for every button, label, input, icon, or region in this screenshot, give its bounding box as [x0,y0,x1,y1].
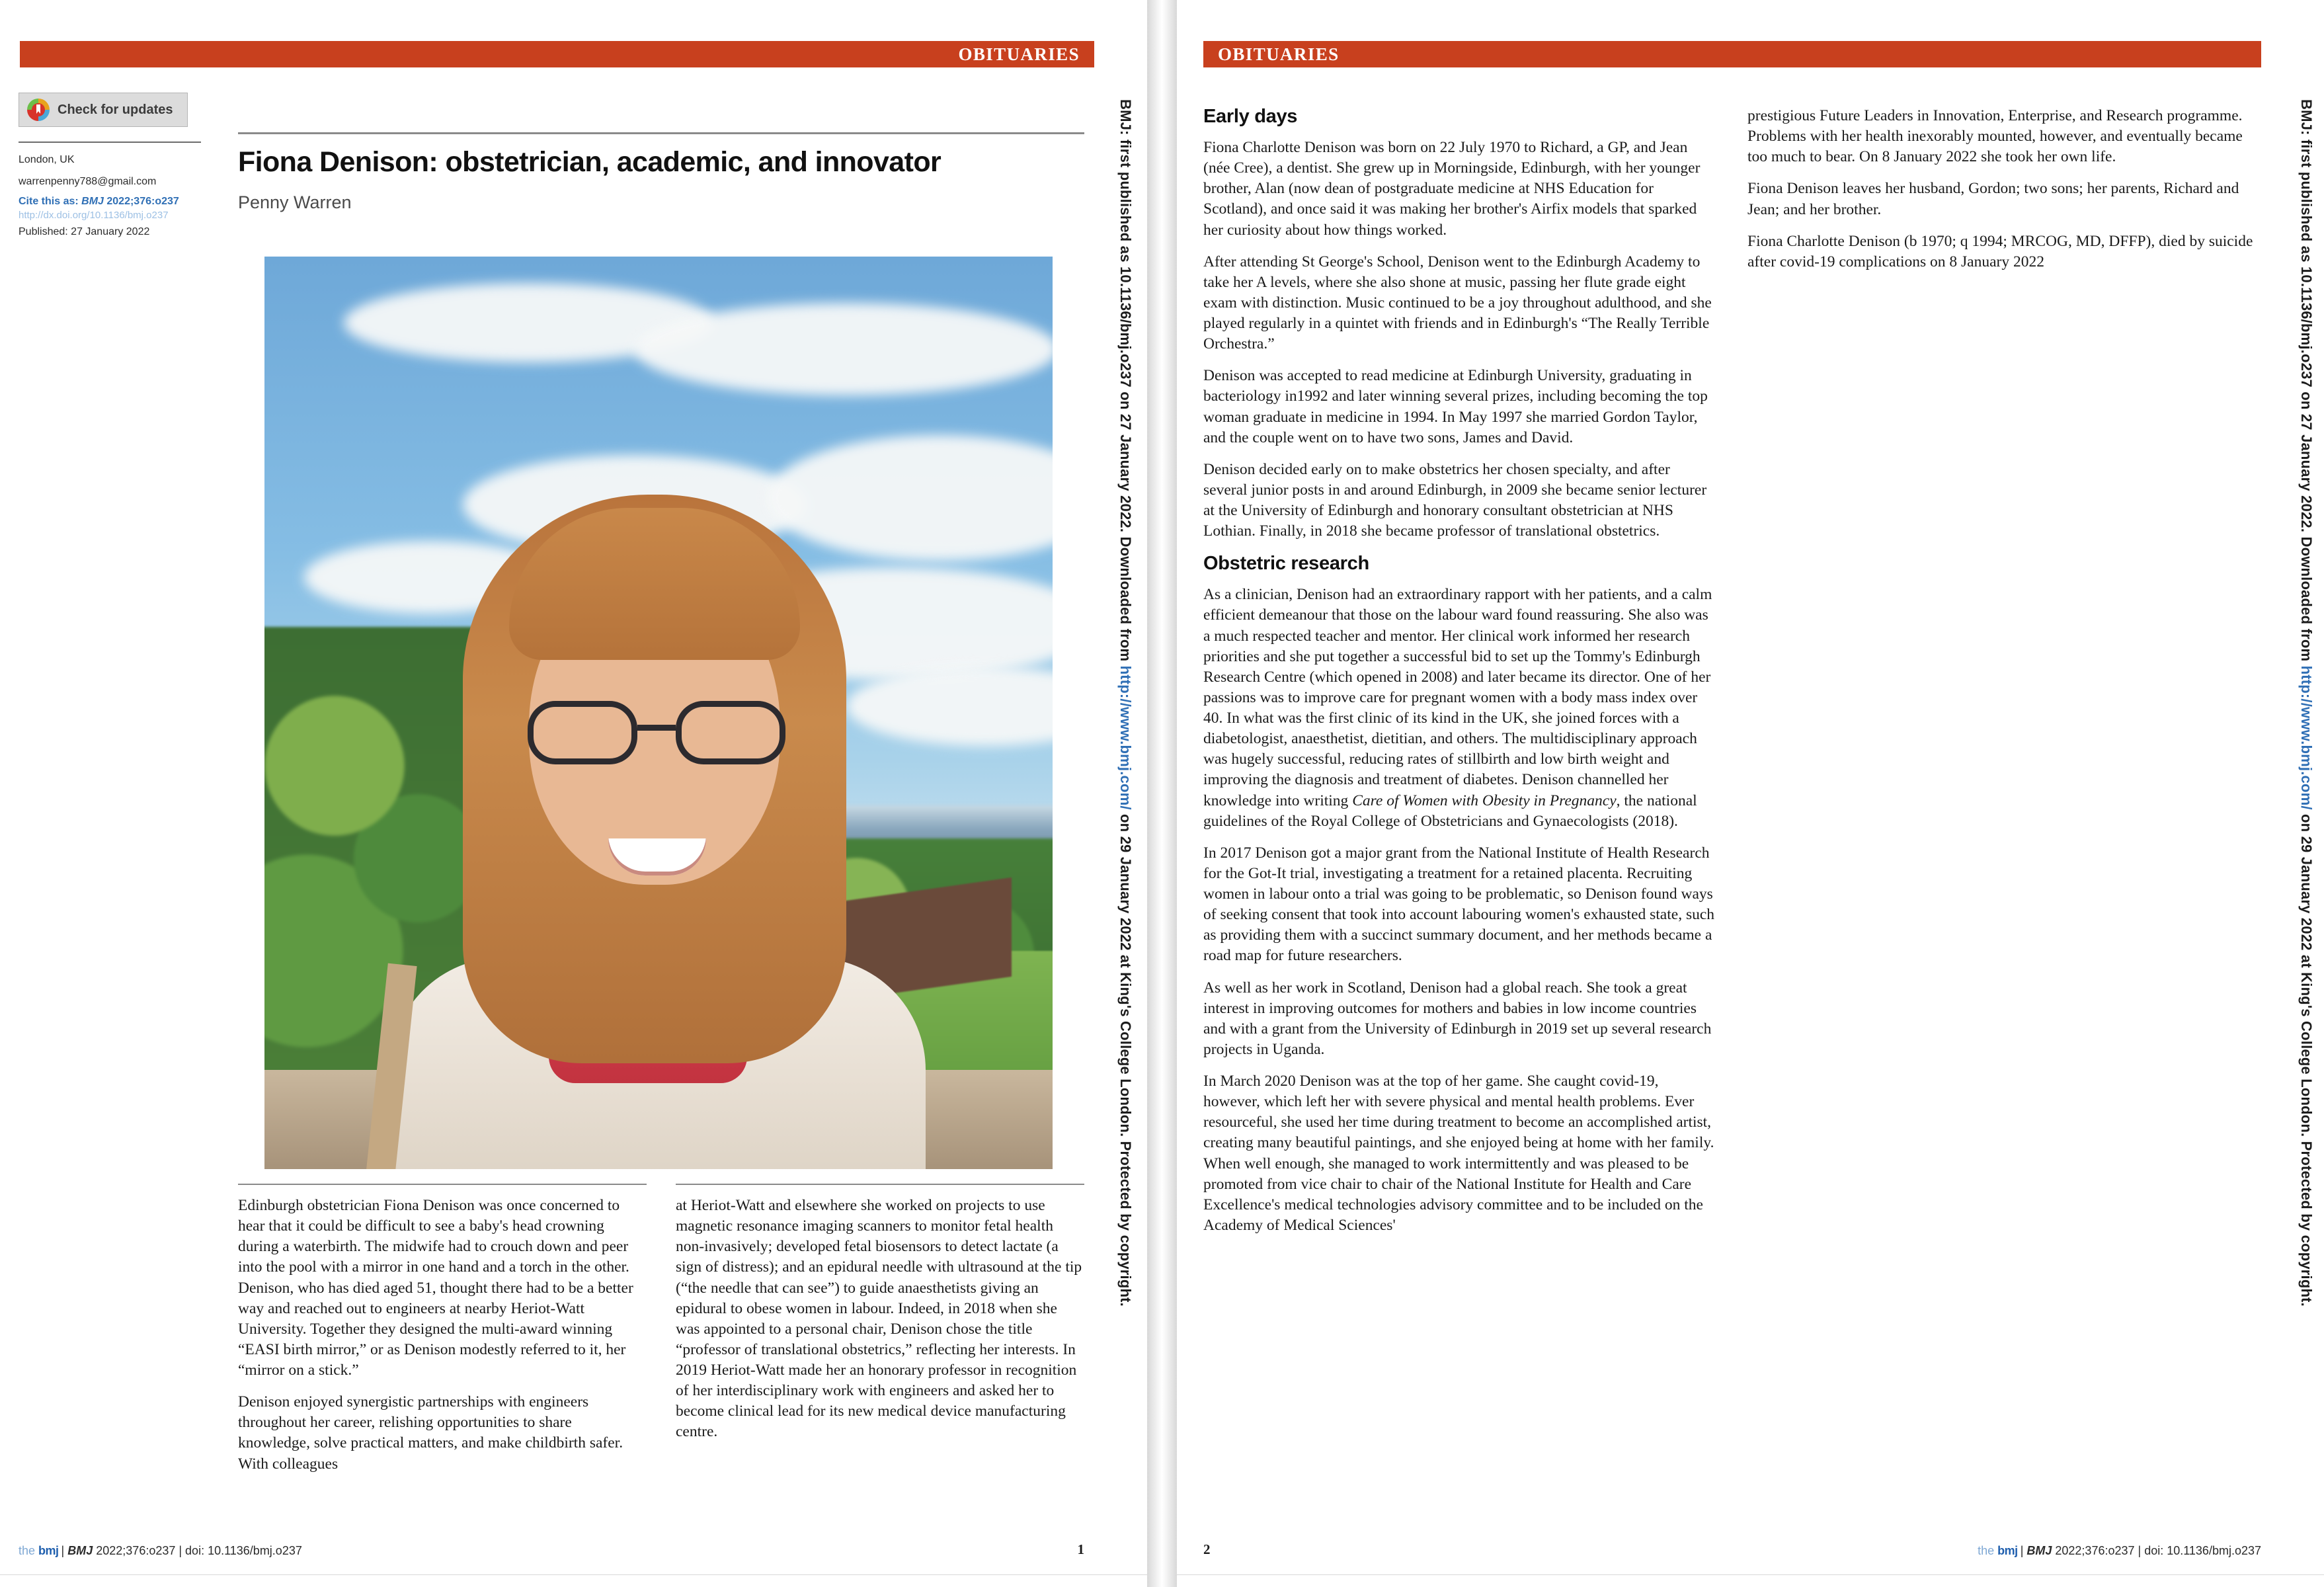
paragraph [1203,585,1717,832]
watermark-part1: BMJ: first published as 10.1136/bmj.o237 on 27 January 2022. Downloaded from [2298,99,2315,666]
cite-prefix: Cite this as: [19,195,82,207]
section-heading-obstetric-research: Obstetric research [1203,553,1369,575]
author-email[interactable]: warrenpenny788@gmail.com [19,175,157,187]
paragraph: Denison was accepted to read medicine at Edinburgh University, graduating in bacteriology in1992 and later winning several prizes, including becoming the top woman graduate in medicine in 1994. In May 1997 she married Gordon Taylor, and the couple went on to have two sons, James and David. [1203,367,1708,446]
page-title: Fiona Denison: obstetrician, academic, and innovator [238,146,942,178]
paragraph: As well as her work in Scotland, Denison had a global reach. She took a great interest in improving outcomes for mothers and babies in low income countries and with a grant from the University of Edinburgh in 2019 set up several research projects in Uganda. [1203,979,1712,1058]
paragraph: Fiona Charlotte Denison (b 1970; q 1994; MRCOG, MD, DFFP), died by suicide after covid-19 complications on 8 January 2022 [1747,232,2253,270]
page1-column-1 [238,1184,647,1486]
page2-footer [1978,1544,2261,1558]
watermark-part2: on 29 January 2022 at King's College London. Protected by copyright. [2298,809,2315,1307]
page-number: 1 [1077,1541,1084,1557]
paragraph: at Heriot-Watt and elsewhere she worked on projects to use magnetic resonance imaging scanners to monitor fetal health non-invasively; developed fetal biosensors to detect lactate (a sign of distress); and an epidural needle with ultrasound at the tip (“the needle that can see”) to guide anaesthetists giving an epidural to obese women in labour. Indeed, in 2018 when she was appointed to a personal chair, Denison chose the title “professor of translational obstetrics,” reflecting her interests. In 2019 Heriot-Watt made her an honorary professor in recognition of her interdisciplinary work with engineers and asked her to become clinical lead for its new medical device manufacturing centre. [676,1197,1082,1441]
paragraph: Fiona Denison leaves her husband, Gordon; two sons; her parents, Richard and Jean; and her brother. [1747,180,2239,218]
section-heading-early-days: Early days [1203,106,1298,127]
paragraph: Fiona Charlotte Denison was born on 22 July 1970 to Richard, a GP, and Jean (née Cree), a dentist. She grew up in Morningside, Edinburgh, with her younger brother, Alan (now dean of postgraduate medicine at NHS Education for Scotland), and once said it was making her brother's Airfix models that sparked her curiosity about how things worked. [1203,139,1701,239]
footer-divider [0,1574,1147,1575]
paragraph: Denison enjoyed synergistic partnerships with engineers throughout her career, relishing opportunities to share knowledge, solve practical matters, and make childbirth safer. With colleagues [238,1393,623,1473]
check-for-updates-label: Check for updates [58,102,173,117]
bmj-logo [19,1544,59,1558]
logo-bmj: bmj [38,1544,59,1557]
paragraph: In March 2020 Denison was at the top of her game. She caught covid-19, however, which left her with severe physical and mental health problems. Ever resourceful, she used her time during treatment to become an accomplished artist, creating many beautiful paintings, and she enjoyed being at home with her family. When well enough, she managed to work intermittently and was pleased to be promoted from vice chair to chair of the National Institute for Health and Care Excellence's medical technologies advisory committee and to be included on the Academy of Medical Sciences' [1203,1073,1714,1234]
paragraph: Edinburgh obstetrician Fiona Denison was once concerned to hear that it could be difficult to see a baby's head crowning during a waterbirth. The midwife had to crouch down and peer into the pool with a mirror in one hand and a torch in the other. Denison, who has died aged 51, thought there had to be a better way and reached out to engineers at nearby Heriot-Watt University. Together they designed the multi-award winning “EASI birth mirror,” or as Denison modestly referred to it, her “mirror on a stick.” [238,1197,633,1379]
crossmark-icon [27,99,50,121]
footer-citation [61,1544,302,1558]
photo-lens-left [528,701,637,764]
paragraph-part-a: As a clinician, Denison had an extraordinary rapport with her patients, and a calm efficient demeanour that those on the labour ward found reassuring. She also was a much respected teacher and mentor. Her clinical work informed her research priorities and she put together a successful bid to set up the Tommy's Edinburgh Research Centre (which opened in 2008) and later became its director. One of her passions was to improve care for pregnant women with a body mass index over 40. In what was the first clinic of its kind in the UK, she joined forces with a diabetologist, anaesthetist, dietitian, and others. The multidisciplinary approach was hugely successful, reducing rates of stillbirth and low birth weight and improving the diagnosis and treatment of diabetes. Denison channelled her knowledge into writing [1203,586,1712,809]
page-gutter [1147,0,1177,1587]
page2-column-2 [1747,106,2261,1247]
logo-the: the [19,1544,39,1557]
watermark-link[interactable]: http://www.bmj.com/ [1117,665,1134,810]
article-header [238,132,1084,213]
published-date: Published: 27 January 2022 [19,225,150,237]
cite-this-as [19,196,217,208]
page-2 [1177,0,2324,1587]
column-divider [676,1184,1084,1185]
bmj-logo [1978,1544,2018,1558]
obituaries-banner [1203,41,2261,67]
footer-journal: BMJ [67,1544,93,1557]
check-for-updates-button[interactable] [19,93,188,127]
article-author: Penny Warren [238,192,352,213]
portrait-photo [264,257,1053,1169]
doi-link[interactable]: http://dx.doi.org/10.1136/bmj.o237 [19,209,169,221]
logo-the: the [1978,1544,1998,1557]
logo-bmj: bmj [1997,1544,2018,1557]
banner-label: OBITUARIES [958,44,1080,64]
obituaries-banner [20,41,1094,67]
page1-footer [19,1544,302,1558]
photo-glasses [528,701,785,764]
photo-glasses-bridge [637,725,676,731]
paragraph: Denison decided early on to make obstetrics her chosen specialty, and after several junior posts in and around Edinburgh, in 2009 she became senior lecturer at the University of Edinburgh and honorary consultant obstetrician at NHS Lothian. Finally, in 2018 she became professor of translational obstetrics. [1203,460,1707,540]
footer-rest: 2022;376:o237 | doi: 10.1136/bmj.o237 [2052,1544,2261,1557]
cite-journal: BMJ [81,195,104,207]
footer-journal: BMJ [2026,1544,2052,1557]
author-location: London, UK [19,154,75,165]
footer-sep: | [61,1544,68,1557]
page-number: 2 [1203,1541,1211,1557]
photo-lens-right [676,701,785,764]
watermark-part2: on 29 January 2022 at King's College London. Protected by copyright. [1117,809,1134,1307]
banner-label: OBITUARIES [1218,44,1340,64]
paragraph: In 2017 Denison got a major grant from the National Institute of Health Research for the Got-It trial, investigating a treatment for a retained placenta. Recruiting women in labour onto a trial was going to be problematic, so Denison found ways of seeking consent that took into account labouring women's exhausted state, such as providing them with a succinct summary document, and her methods became a road map for future researchers. [1203,844,1715,965]
copyright-watermark [1094,99,1134,1488]
cite-rest: 2022;376:o237 [103,195,179,207]
paragraph: prestigious Future Leaders in Innovation, Enterprise, and Research programme. Problems with her health inexorably mounted, however, and eventually became too much to bear. On 8 January 2022 she took her own life. [1747,107,2243,166]
paragraph: After attending St George's School, Denison went to the Edinburgh Academy to take her A levels, where she also shone at music, passing her flute grade eight exam with distinction. Music continued to be a joy throughout adulthood, and she played regularly in a quintet with friends and in Edinburgh's “The Really Terrible Orchestra.” [1203,253,1712,353]
metadata-divider [19,142,201,143]
title-divider [238,132,1084,134]
book-title: Care of Women with Obesity in Pregnancy [1352,792,1617,809]
copyright-watermark [2275,99,2315,1488]
photo-cloud [635,303,1053,395]
footer-divider [1177,1574,2324,1575]
paragraph-part-b: , the national guidelines of the Royal College of Obstetricians and Gynaecologists (2018). [1203,792,1697,830]
footer-rest: 2022;376:o237 | doi: 10.1136/bmj.o237 [93,1544,302,1557]
watermark-part1: BMJ: first published as 10.1136/bmj.o237 on 27 January 2022. Downloaded from [1117,99,1134,666]
page1-column-2 [676,1184,1084,1486]
column-divider [238,1184,647,1185]
page2-body-columns [1203,106,2261,1247]
article-metadata-sidebar [19,93,217,245]
watermark-link[interactable]: http://www.bmj.com/ [2298,665,2315,810]
page1-body-columns [238,1184,1084,1486]
footer-sep: | [2020,1544,2027,1557]
page2-column-1 [1203,106,1717,1247]
page-1 [0,0,1147,1587]
footer-citation [2021,1544,2261,1558]
